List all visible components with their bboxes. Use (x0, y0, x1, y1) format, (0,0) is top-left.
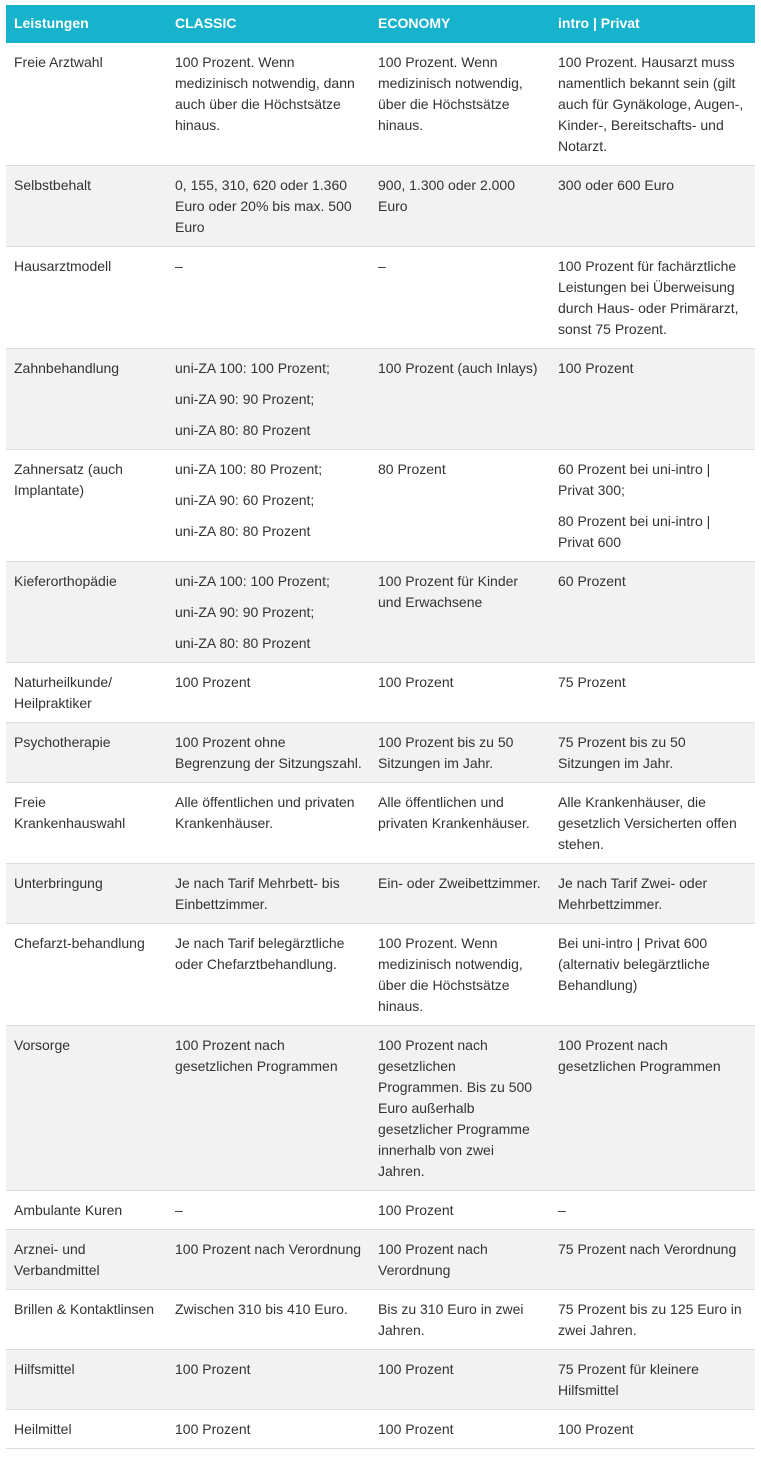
table-row (6, 1230, 755, 1290)
cell-classic (167, 1230, 370, 1290)
cell-text: Bei uni-intro | Privat 600 (alternativ belegärztliche Behandlung) (558, 935, 710, 993)
cell-classic (167, 924, 370, 1026)
cell-text: Alle öffentlichen und privaten Krankenhäuser. (175, 794, 355, 831)
cell-intro-privat (550, 663, 755, 723)
header-classic: CLASSIC (167, 5, 370, 43)
cell-intro-privat (550, 1230, 755, 1290)
cell-text: 100 Prozent (175, 1361, 251, 1377)
table-row (6, 450, 755, 562)
cell-classic (167, 1026, 370, 1191)
cell-economy (370, 43, 550, 166)
cell-text: Alle öffentlichen und privaten Krankenhäuser. (378, 794, 530, 831)
cell-text: uni-ZA 90: 90 Prozent; (175, 604, 315, 620)
cell-text: 60 Prozent (558, 573, 626, 589)
row-label: Ambulante Kuren (6, 1191, 167, 1230)
table-body (6, 43, 755, 1449)
cell-text: 100 Prozent (558, 360, 634, 376)
table-row (6, 43, 755, 166)
cell-text: uni-ZA 90: 60 Prozent; (175, 492, 315, 508)
cell-text: 75 Prozent nach Verordnung (558, 1241, 737, 1257)
table-row (6, 663, 755, 723)
table-header (6, 5, 755, 43)
row-label: Selbstbehalt (6, 166, 167, 247)
row-label: Zahnbehandlung (6, 349, 167, 450)
cell-intro-privat (550, 1026, 755, 1191)
cell-classic (167, 1410, 370, 1449)
table-row (6, 924, 755, 1026)
cell-intro-privat (550, 247, 755, 349)
cell-text: – (558, 1202, 566, 1218)
cell-text: 75 Prozent bis zu 125 Euro in zwei Jahren. (558, 1301, 742, 1338)
cell-intro-privat (550, 924, 755, 1026)
cell-text: Alle Krankenhäuser, die gesetzlich Versicherten offen stehen. (558, 794, 737, 852)
cell-classic (167, 723, 370, 783)
cell-text: uni-ZA 80: 80 Prozent (175, 422, 311, 438)
cell-text: 100 Prozent (558, 1421, 634, 1437)
cell-text: Zwischen 310 bis 410 Euro. (175, 1301, 348, 1317)
cell-text: Bis zu 310 Euro in zwei Jahren. (378, 1301, 524, 1338)
cell-text: uni-ZA 100: 100 Prozent; (175, 573, 330, 589)
table-row (6, 166, 755, 247)
cell-economy (370, 1410, 550, 1449)
cell-intro-privat (550, 166, 755, 247)
cell-intro-privat (550, 349, 755, 450)
cell-economy (370, 723, 550, 783)
cell-intro-privat (550, 450, 755, 562)
cell-economy (370, 1290, 550, 1350)
cell-classic (167, 783, 370, 864)
cell-text: 100 Prozent nach gesetzlichen Programmen (175, 1037, 338, 1074)
cell-text: 80 Prozent (378, 461, 446, 477)
table-row (6, 1191, 755, 1230)
row-label: Chefarzt-behandlung (6, 924, 167, 1026)
row-label: Kieferorthopädie (6, 562, 167, 663)
row-label: Vorsorge (6, 1026, 167, 1191)
table-row (6, 1410, 755, 1449)
cell-text: 100 Prozent nach Verordnung (378, 1241, 488, 1278)
cell-classic (167, 43, 370, 166)
cell-text: 100 Prozent für fachärztliche Leistungen bei Überweisung durch Haus- oder Primärarzt, sonst 75 Prozent. (558, 258, 739, 337)
cell-text: 100 Prozent (378, 674, 454, 690)
cell-text: 75 Prozent für kleinere Hilfsmittel (558, 1361, 699, 1398)
cell-text: 100 Prozent nach Verordnung (175, 1241, 362, 1257)
cell-text: 100 Prozent nach gesetzlichen Programmen. Bis zu 500 Euro außerhalb gesetzlicher Programme innerhalb von zwei Jahren. (378, 1037, 533, 1179)
header-intro-privat: intro | Privat (550, 5, 755, 43)
cell-text: 100 Prozent nach gesetzlichen Programmen (558, 1037, 721, 1074)
cell-classic (167, 166, 370, 247)
cell-economy (370, 1350, 550, 1410)
cell-economy (370, 924, 550, 1026)
cell-text: – (175, 258, 183, 274)
cell-economy (370, 864, 550, 924)
cell-text: 300 oder 600 Euro (558, 177, 674, 193)
cell-text: 0, 155, 310, 620 oder 1.360 Euro oder 20% bis max. 500 Euro (175, 177, 352, 235)
cell-intro-privat (550, 43, 755, 166)
table-row (6, 864, 755, 924)
row-label: Freie Arztwahl (6, 43, 167, 166)
cell-text: 100 Prozent (378, 1421, 454, 1437)
row-label: Heilmittel (6, 1410, 167, 1449)
cell-economy (370, 166, 550, 247)
cell-text: 100 Prozent. Wenn medizinisch notwendig, über die Höchstsätze hinaus. (378, 935, 523, 1014)
cell-text: 80 Prozent bei uni-intro | Privat 600 (558, 513, 711, 550)
cell-classic (167, 247, 370, 349)
cell-text: 100 Prozent. Wenn medizinisch notwendig, dann auch über die Höchstsätze hinaus. (175, 54, 355, 133)
tariff-comparison-table (6, 5, 755, 1449)
row-label: Brillen & Kontaktlinsen (6, 1290, 167, 1350)
cell-text: 100 Prozent (175, 1421, 251, 1437)
cell-text: 100 Prozent bis zu 50 Sitzungen im Jahr. (378, 734, 514, 771)
table-row (6, 783, 755, 864)
cell-text: uni-ZA 100: 100 Prozent; (175, 360, 330, 376)
cell-text: 100 Prozent. Hausarzt muss namentlich bekannt sein (gilt auch für Gynäkologe, Augen-, Kinder-, Bereitschafts- und Notarzt. (558, 54, 744, 154)
cell-economy (370, 247, 550, 349)
cell-intro-privat (550, 864, 755, 924)
cell-text: uni-ZA 90: 90 Prozent; (175, 391, 315, 407)
cell-intro-privat (550, 1290, 755, 1350)
cell-economy (370, 1026, 550, 1191)
cell-classic (167, 864, 370, 924)
cell-economy (370, 450, 550, 562)
row-label: Hilfsmittel (6, 1350, 167, 1410)
cell-text: Je nach Tarif Mehrbett- bis Einbettzimmer. (175, 875, 340, 912)
header-economy: ECONOMY (370, 5, 550, 43)
cell-classic (167, 450, 370, 562)
row-label: Unterbringung (6, 864, 167, 924)
cell-text: 100 Prozent für Kinder und Erwachsene (378, 573, 519, 610)
table-row (6, 349, 755, 450)
cell-classic (167, 349, 370, 450)
cell-economy (370, 349, 550, 450)
cell-text: – (175, 1202, 183, 1218)
cell-text: uni-ZA 80: 80 Prozent (175, 635, 311, 651)
cell-classic (167, 562, 370, 663)
row-label: Naturheilkunde/ Heilpraktiker (6, 663, 167, 723)
table-row (6, 723, 755, 783)
cell-text: – (378, 258, 386, 274)
cell-text: Je nach Tarif belegärztliche oder Chefarztbehandlung. (175, 935, 345, 972)
cell-economy (370, 663, 550, 723)
cell-text: Je nach Tarif Zwei- oder Mehrbettzimmer. (558, 875, 708, 912)
cell-intro-privat (550, 723, 755, 783)
cell-text: 100 Prozent ohne Begrenzung der Sitzungszahl. (175, 734, 362, 771)
cell-text: Ein- oder Zweibettzimmer. (378, 875, 541, 891)
table-row (6, 562, 755, 663)
cell-text: 60 Prozent bei uni-intro | Privat 300; (558, 461, 711, 498)
cell-intro-privat (550, 1191, 755, 1230)
cell-text: 900, 1.300 oder 2.000 Euro (378, 177, 516, 214)
cell-text: uni-ZA 80: 80 Prozent (175, 523, 311, 539)
row-label: Freie Krankenhauswahl (6, 783, 167, 864)
cell-classic (167, 663, 370, 723)
row-label: Hausarztmodell (6, 247, 167, 349)
cell-economy (370, 1230, 550, 1290)
cell-economy (370, 562, 550, 663)
table-row (6, 1350, 755, 1410)
cell-intro-privat (550, 783, 755, 864)
cell-text: 75 Prozent bis zu 50 Sitzungen im Jahr. (558, 734, 686, 771)
cell-text: 100 Prozent (175, 674, 251, 690)
table-row (6, 1026, 755, 1191)
row-label: Arznei- und Verbandmittel (6, 1230, 167, 1290)
cell-text: 100 Prozent (378, 1361, 454, 1377)
cell-classic (167, 1191, 370, 1230)
cell-text: 100 Prozent (auch Inlays) (378, 360, 538, 376)
header-leistungen: Leistungen (6, 5, 167, 43)
cell-economy (370, 1191, 550, 1230)
table-row (6, 1290, 755, 1350)
cell-intro-privat (550, 1350, 755, 1410)
cell-text: 100 Prozent. Wenn medizinisch notwendig, über die Höchstsätze hinaus. (378, 54, 523, 133)
cell-text: uni-ZA 100: 80 Prozent; (175, 461, 323, 477)
cell-text: 75 Prozent (558, 674, 626, 690)
table-row (6, 247, 755, 349)
cell-classic (167, 1350, 370, 1410)
cell-economy (370, 783, 550, 864)
cell-intro-privat (550, 1410, 755, 1449)
cell-intro-privat (550, 562, 755, 663)
cell-text: 100 Prozent (378, 1202, 454, 1218)
row-label: Psychotherapie (6, 723, 167, 783)
cell-classic (167, 1290, 370, 1350)
row-label: Zahnersatz (auch Implantate) (6, 450, 167, 562)
header-row (6, 5, 755, 43)
